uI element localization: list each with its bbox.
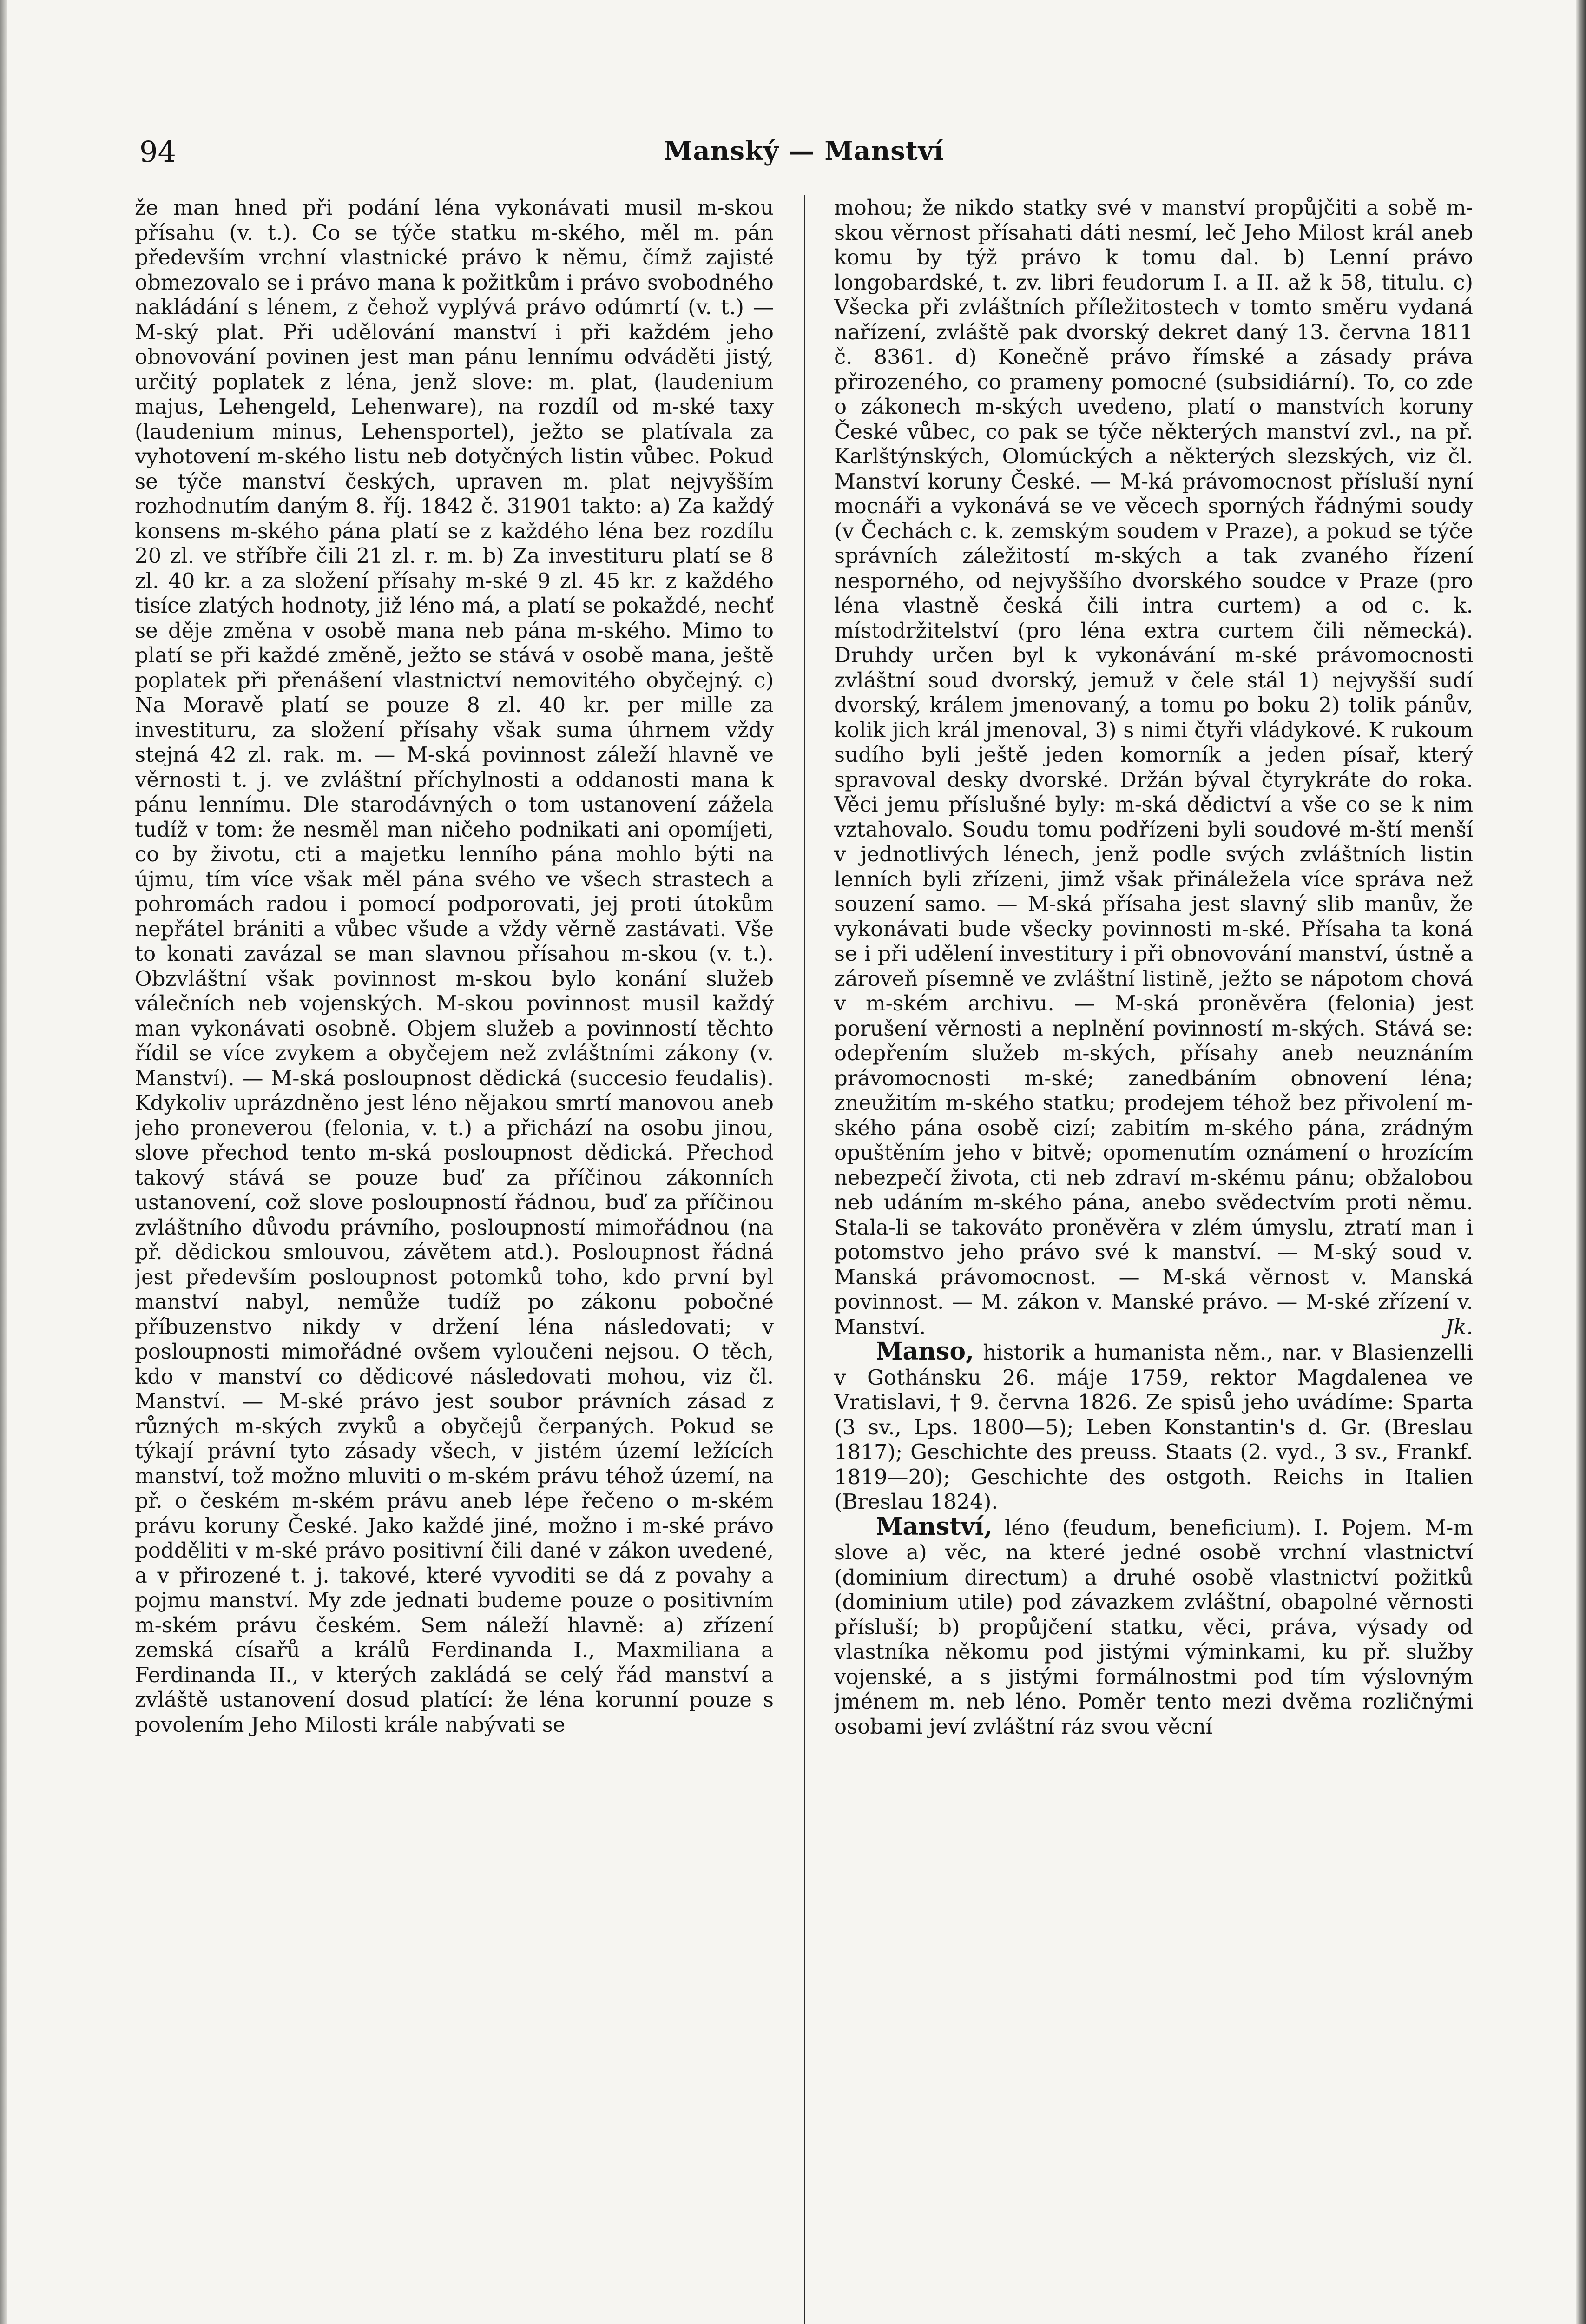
scan-edge-right bbox=[1576, 0, 1586, 2324]
page-header bbox=[135, 125, 1473, 181]
scan-edge-left bbox=[0, 0, 7, 2324]
right-column bbox=[834, 195, 1473, 2324]
entry-headword: Manso, bbox=[876, 1337, 974, 1366]
running-title: Manský — Manství bbox=[664, 136, 944, 166]
right-column-continuation: mohou; že nikdo statky své v manství propůjčiti a sobě m-skou věrnost přísahati dáti nesmí, leč Jeho Milost král aneb komu by týž právo k tomu dal. b) Lenní právo longobardské, t. zv. libri feudorum I. a II. až k 58, titulu. c) Všecka při zvláštních příležitostech v tomto směru vydaná nařízení, zvláště pak dvorský dekret daný 13. června 1811 č. 8361. d) Konečně právo římské a zásady práva přirozeného, co prameny pomocné (subsidiární). To, co zde o zákonech m-ských uvedeno, platí o manstvích koruny České vůbec, co pak se týče některých manství zvl., na př. Karlštýnských, Olomúckých a některých slezských, viz čl. Manství koruny České. — M-ká právomocnost přísluší nyní mocnáři a vykonává se ve věcech sporných řádnými soudy (v Čechách c. k. zemským soudem v Praze), a pokud se týče správních záležitostí m-ských a tak zvaného řízení nesporného, od nejvyššího dvorského soudce v Praze (pro léna vlastně česká čili intra curtem) a od c. k. místodržitelství (pro léna extra curtem čili německá). Druhdy určen byl k vykonávání m-ské právomocnosti zvláštní soud dvorský, jemuž v čele stál 1) nejvyšší sudí dvorský, králem jmenovaný, a tomu po boku 2) tolik pánův, kolik jich král jmenoval, 3) s nimi čtyři vládykové. K rukoum sudího byli ještě jeden komorník a jeden písař, který spravoval desky dvorské. Držán býval čtyrykráte do roka. Věci jemu příslušné byly: m-ská dědictví a vše co se k nim vztahovalo. Soudu tomu podřízeni byli soudové m-ští menší v jednotlivých lénech, jenž podle svých zvláštních listin lenních byli zřízeni, jimž však přináležela více správa než souzení samo. — M-ská přísaha jest slavný slib manův, že vykonávati bude všecky povinnosti m-ské. Přísaha ta koná se i při udělení investitury i při obnovování manství, ústně a zároveň písemně ve zvláštní listině, ježto se nápotom chová v m-ském archivu. — M-ská proněvěra (felonia) jest porušení věrnosti a neplnění povinností m-ských. Stává se: odepřením služeb m-ských, přísahy aneb neuznáním právomocnosti m-ské; zanedbáním obnovení léna; zneužitím m-ského statku; prodejem téhož bez přivolení m-ského pána osobě cizí; zabitím m-ského pána, zrádným opuštěním jeho v bitvě; opomenutím oznámení o hrozícím nebezpečí života, cti neb zdraví m-skému pánu; obžalobou neb udáním m-ského pána, anebo svědectvím proti němu. Stala-li se takováto proněvěra v zlém úmyslu, ztratí man i potomstvo jeho právo své k manství. — M-ský soud v. Manská právomocnost. — M-ská věrnost v. Manská povinnost. — M. zákon v. Manské právo. — M-ské zřízení v. Manství. bbox=[834, 195, 1473, 1339]
dictionary-page bbox=[135, 125, 1473, 2324]
right-column-text bbox=[834, 195, 1473, 1339]
left-column bbox=[135, 195, 774, 2324]
entry-headword: Manství, bbox=[876, 1512, 993, 1541]
entry-text: léno (feudum, beneficium). I. Pojem. M-m slove a) věc, na které jedné osobě vrchní vlastnictví (dominium directum) a druhé osobě vlastnictví požitků (dominium utile) pod závazkem zvláštní, obapolné věrnosti přísluší; b) propůjčení statku, věci, práva, výsady od vlastníka někomu pod jistými výminkami, ku př. služby vojenské, a s jistými formálnostmi pod tím výslovným jménem m. neb léno. Poměr tento mezi dvěma rozličnými osobami jeví zvláštní ráz svou věcní bbox=[834, 1515, 1473, 1739]
column-divider bbox=[804, 195, 805, 2324]
page-number: 94 bbox=[139, 135, 176, 169]
entry-manso bbox=[834, 1339, 1473, 1514]
entry-text: historik a humanista něm., nar. v Blasienzelli v Gothánsku 26. máje 1759, rektor Magdalenea ve Vratislavi, † 9. června 1826. Ze spisů jeho uvádíme: Sparta (3 sv., Lps. 1800—5); Leben Konstantin's d. Gr. (Breslau 1817); Geschichte des preuss. Staats (2. vyd., 3 sv., Frankf. 1819—20); Geschichte des ostgoth. Reichs in Italien (Breslau 1824). bbox=[834, 1340, 1473, 1514]
entry-manstvi bbox=[834, 1514, 1473, 1739]
author-signature: Jk. bbox=[1445, 1314, 1473, 1339]
left-column-text: že man hned při podání léna vykonávati musil m-skou přísahu (v. t.). Co se týče statku m-ského, měl m. pán především vrchní vlastnické právo k němu, čímž zajisté obmezovalo se i právo mana k požitkům i právo svobodného nakládání s lénem, z čehož vyplývá právo odúmrtí (v. t.) — M-ský plat. Při udělování manství i při každém jeho obnovování povinen jest man pánu lennímu odváděti jistý, určitý poplatek z léna, jenž slove: m. plat, (laudenium majus, Lehengeld, Lehenware), na rozdíl od m-ské taxy (laudenium minus, Lehensportel), ježto se platívala za vyhotovení m-ského listu neb dotyčných listin vůbec. Pokud se týče manství českých, upraven m. plat nejvyšším rozhodnutím daným 8. říj. 1842 č. 31901 takto: a) Za každý konsens m-ského pána platí se z každého léna bez rozdílu 20 zl. ve stříbře čili 21 zl. r. m. b) Za investituru platí se 8 zl. 40 kr. a za složení přísahy m-ské 9 zl. 45 kr. z každého tisíce zlatých hodnoty, již léno má, a platí se pokaždé, nechť se děje změna v osobě mana neb pána m-ského. Mimo to platí se při každé změně, ježto se stává v osobě mana, ještě poplatek při přenášení vlastnictví nemovitého obyčejný. c) Na Moravě platí se pouze 8 zl. 40 kr. per mille za investituru, za složení přísahy však suma úhrnem vždy stejná 42 zl. rak. m. — M-ská povinnost záleží hlavně ve věrnosti t. j. ve zvláštní příchylnosti a oddanosti mana k pánu lennímu. Dle starodávných o tom ustanovení zážela tudíž v tom: že nesměl man ničeho podnikati ani opomíjeti, co by životu, cti a majetku lenního pána mohlo býti na újmu, tím více však měl pána svého ve všech strastech a pohromách radou i pomocí podporovati, jej proti útokům nepřátel brániti a vůbec všude a vždy věrně zastávati. Vše to konati zavázal se man slavnou přísahou m-skou (v. t.). Obzvláštní však povinnost m-skou bylo konání služeb válečních neb vojenských. M-skou povinnost musil každý man vykonávati osobně. Objem služeb a povinností těchto řídil se více zvykem a obyčejem než zvláštními zákony (v. Manství). — M-ská posloupnost dědická (succesio feudalis). Kdykoliv uprázdněno jest léno nějakou smrtí manovou aneb jeho proneverou (felonia, v. t.) a přichází na osobu jinou, slove přechod tento m-ská posloupnost dědická. Přechod takový stává se pouze buď za příčinou zákonních ustanovení, což slove posloupností řádnou, buď za příčinou zvláštního důvodu právního, posloupností mimořádnou (na př. dědickou smlouvou, závětem atd.). Posloupnost řádná jest především posloupnost potomků toho, kdo první byl manství nabyl, nemůže tudíž po zákonu pobočné příbuzenstvo nikdy v držení léna následovati; v posloupnosti mimořádné ovšem vyloučeni nejsou. O těch, kdo v manství co dědicové následovati mohou, viz čl. Manství. — M-ské právo jest soubor právních zásad z různých m-ských zvyků a obyčejů čerpaných. Pokud se týkají právní tyto zásady všech, v jistém území ležících manství, tož možno mluviti o m-ském právu téhož území, na př. o českém m-ském právu aneb lépe řečeno o m-ském právu koruny České. Jako každé jiné, možno i m-ské právo podděliti v m-ské právo positivní čili dané v zákon uvedené, a v přirozené t. j. takové, které vyvoditi se dá z povahy a pojmu manství. My zde jednati budeme pouze o positivním m-ském právu českém. Sem náleží hlavně: a) zřízení zemská císařů a králů Ferdinanda I., Maxmiliana a Ferdinanda II., v kterých zakládá se celý řád manství a zvláště ustanovení dosud platící: že léna korunní pouze s povolením Jeho Milosti krále nabývati se bbox=[135, 195, 774, 1737]
